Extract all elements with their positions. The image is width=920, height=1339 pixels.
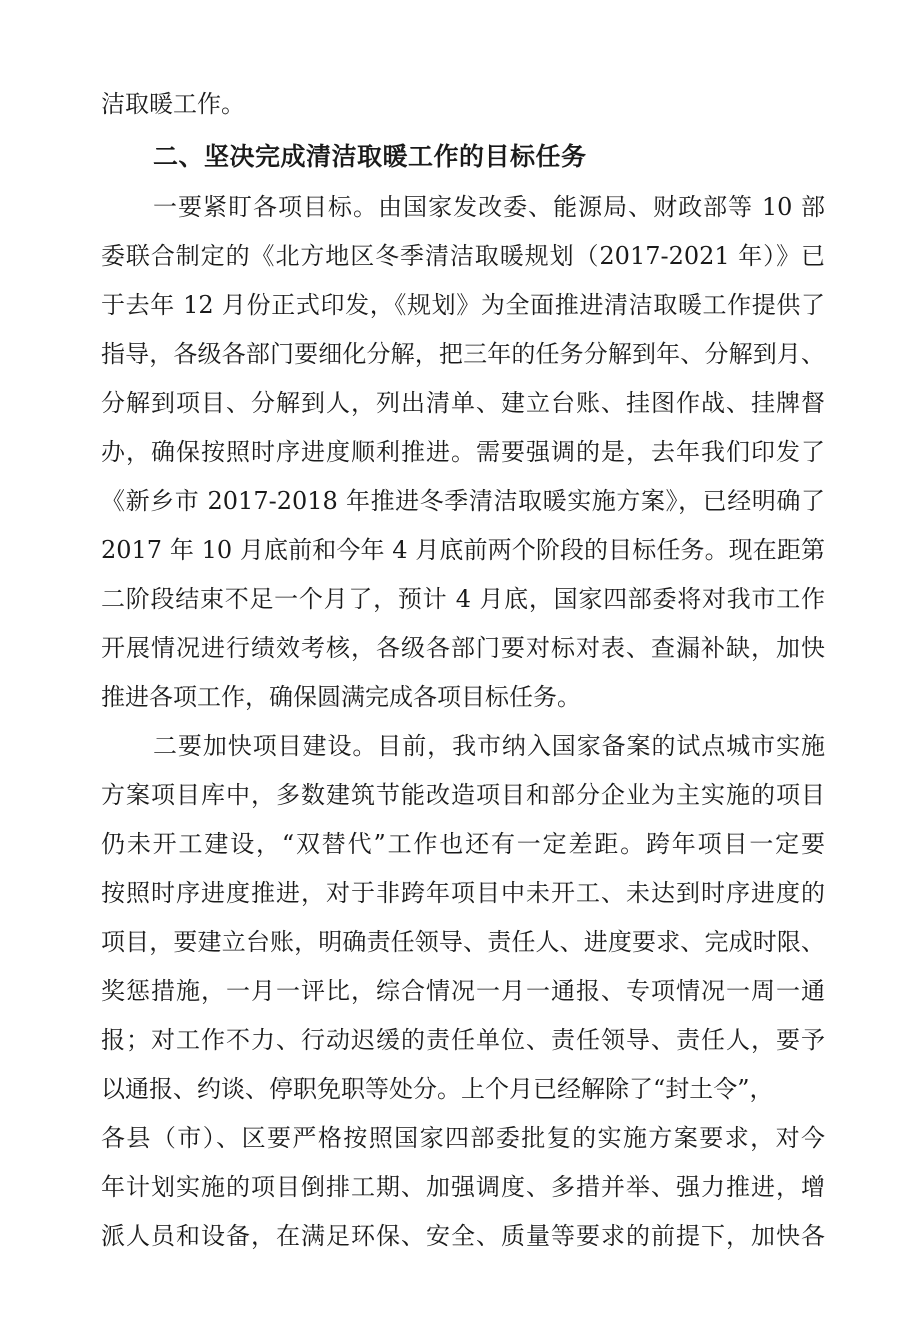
paragraph-line: 2017 年 10 月底前和今年 4 月底前两个阶段的目标任务。现在距第 (101, 536, 825, 564)
section-heading: 二、坚决完成清洁取暖工作的目标任务 (153, 142, 587, 171)
intro-line: 洁取暖工作。 (101, 90, 245, 118)
paragraph-line: 于去年 12 月份正式印发，《规划》为全面推进清洁取暖工作提供了 (101, 291, 825, 319)
paragraph-line: 各县（市）、区要严格按照国家四部委批复的实施方案要求，对今 (101, 1124, 825, 1152)
paragraph-line: 一要紧盯各项目标。由国家发改委、能源局、财政部等 10 部 (153, 193, 825, 221)
paragraph-line: 委联合制定的《北方地区冬季清洁取暖规划（2017-2021 年）》已 (101, 242, 825, 270)
paragraph-line: 派人员和设备，在满足环保、安全、质量等要求的前提下，加快各 (101, 1222, 825, 1250)
paragraph-line: 按照时序进度推进，对于非跨年项目中未开工、未达到时序进度的 (101, 879, 825, 907)
paragraph-line: 《新乡市 2017-2018 年推进冬季清洁取暖实施方案》，已经明确了 (101, 487, 825, 515)
paragraph-line: 以通报、约谈、停职免职等处分。上个月已经解除了“封土令”， (101, 1075, 774, 1103)
paragraph-line: 仍未开工建设，“双替代”工作也还有一定差距。跨年项目一定要 (101, 830, 825, 858)
paragraph-line: 方案项目库中，多数建筑节能改造项目和部分企业为主实施的项目 (101, 781, 825, 809)
paragraph-line: 报；对工作不力、行动迟缓的责任单位、责任领导、责任人，要予 (101, 1026, 825, 1054)
paragraph-line: 开展情况进行绩效考核，各级各部门要对标对表、查漏补缺，加快 (101, 634, 825, 662)
paragraph-line: 指导，各级各部门要细化分解，把三年的任务分解到年、分解到月、 (101, 340, 825, 368)
paragraph-line: 二要加快项目建设。目前，我市纳入国家备案的试点城市实施 (153, 732, 825, 760)
paragraph-line: 年计划实施的项目倒排工期、加强调度、多措并举、强力推进，增 (101, 1173, 825, 1201)
paragraph-line: 奖惩措施，一月一评比，综合情况一月一通报、专项情况一周一通 (101, 977, 825, 1005)
paragraph-line: 推进各项工作，确保圆满完成各项目标任务。 (101, 683, 581, 711)
paragraph-line: 办，确保按照时序进度顺利推进。需要强调的是，去年我们印发了 (101, 438, 825, 466)
paragraph-line: 项目，要建立台账，明确责任领导、责任人、进度要求、完成时限、 (101, 928, 825, 956)
paragraph-line: 分解到项目、分解到人，列出清单、建立台账、挂图作战、挂牌督 (101, 389, 825, 417)
paragraph-line: 二阶段结束不足一个月了，预计 4 月底，国家四部委将对我市工作 (101, 585, 825, 613)
